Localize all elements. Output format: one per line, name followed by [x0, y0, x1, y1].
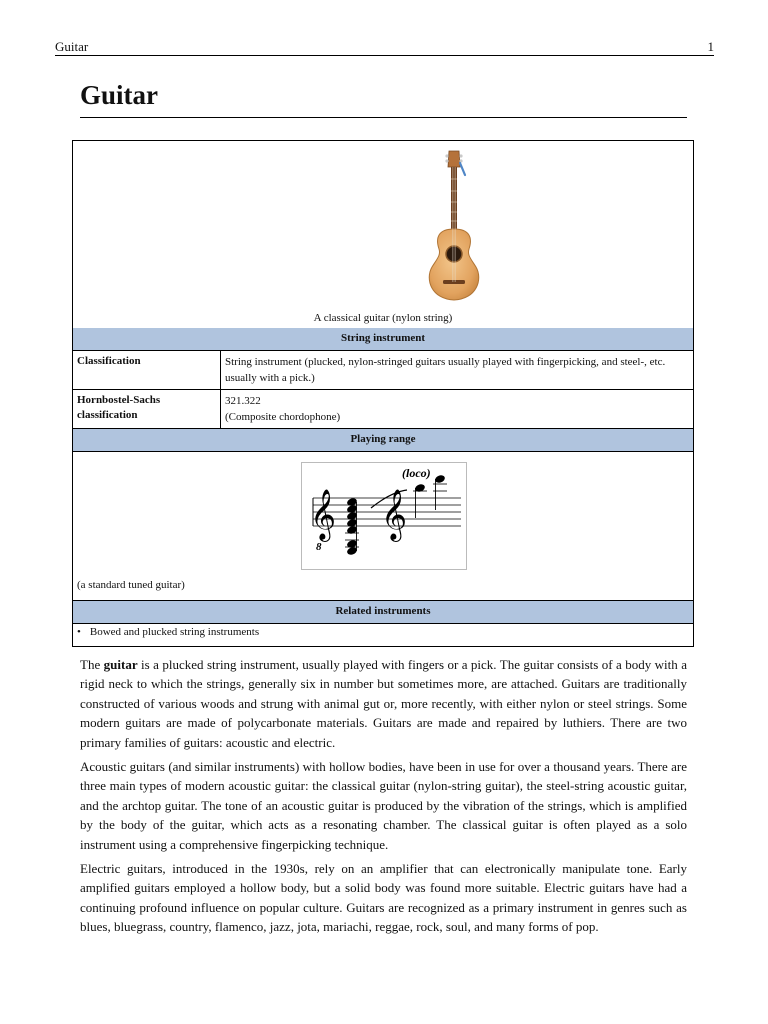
hornbostel-sachs-label-line: classification — [77, 409, 138, 421]
paragraph-intro — [80, 655, 687, 752]
treble-clef-icon: 𝄞 — [381, 489, 408, 540]
range-caption: (a standard tuned guitar) — [77, 579, 185, 591]
infobox-image-cell — [73, 141, 693, 329]
related-instruments-list — [73, 624, 693, 646]
page-title: Guitar — [80, 80, 158, 110]
treble-clef-icon: 𝄞 — [310, 489, 337, 540]
hornbostel-sachs-label-line: Hornbostel-Sachs — [77, 394, 161, 406]
intro-rest: is a plucked string instrument, usually played with fingers or a pick. The guitar consists of a body with a rigid neck to which the strings, generally six in number but sometimes more, are attached. Guitars are traditionally constructed of various woods and strung with animal gut or, more recently, with either nylon or steel strings. Some modern guitars are made of polycarbonate materials. Guitars are made and repaired by luthiers. There are two primary families of guitars: acoustic and electric. — [80, 657, 687, 750]
hornbostel-sachs-value-line: (Composite chordophone) — [225, 411, 341, 423]
paragraph-electric: Electric guitars, introduced in the 1930s, rely on an amplifier that can electronically manipulate tone. Early amplified guitars employed a hollow body, but a solid body was found more suitable. Electric guitars have had a continuing profound influence on popular culture. Guitars are recognized as a primary instrument in genres such as blues, bluegrass, country, flamenco, jazz, jota, mariachi, reggae, rock, soul, and many forms of pop. — [80, 861, 687, 935]
infobox-heading-string-instrument: String instrument — [73, 328, 693, 351]
bullet-icon: • — [77, 626, 81, 638]
title-rule — [80, 117, 687, 118]
paragraph-acoustic: Acoustic guitars (and similar instruments) with hollow bodies, have been in use for over a thousand years. There are three main types of modern acoustic guitar: the classical guitar (nylon-string guitar), the steel-string acoustic guitar, and the archtop guitar. The tone of an acoustic guitar is produced by the vibration of the strings, which is amplified by the body of the guitar, which acts as a resonating chamber. The classical guitar is often played as a solo instrument using a comprehensive fingerpicking technique. — [80, 759, 687, 852]
infobox-heading-related: Related instruments — [73, 601, 693, 624]
running-header — [55, 37, 714, 56]
related-instrument-item — [77, 626, 259, 638]
image-caption: A classical guitar (nylon string) — [313, 312, 453, 324]
classification-value-line: String instrument (plucked, nylon-stringed guitars usually played with fingerpicking, and steel-, etc. — [225, 356, 666, 368]
column-divider — [220, 390, 221, 428]
playing-range-cell — [73, 452, 693, 601]
classical-guitar-image — [417, 149, 493, 307]
octave-mark: 8 — [316, 541, 322, 553]
infobox-row-classification — [73, 351, 693, 390]
infobox-heading-playing-range: Playing range — [73, 429, 693, 452]
hornbostel-sachs-value — [225, 393, 685, 425]
infobox — [72, 140, 694, 647]
hornbostel-sachs-label — [77, 393, 217, 423]
page-number: 1 — [707, 39, 714, 54]
intro-lead: The — [80, 657, 104, 672]
classification-value — [225, 354, 685, 386]
infobox-row-hornbostel-sachs — [73, 390, 693, 429]
column-divider — [220, 351, 221, 389]
loco-annotation: (loco) — [402, 466, 431, 480]
running-header-title: Guitar — [55, 39, 89, 54]
article-body — [80, 655, 687, 942]
hornbostel-sachs-value-line: 321.322 — [225, 395, 261, 407]
classification-value-line: usually with a pick.) — [225, 372, 315, 384]
playing-range-notation — [301, 462, 467, 570]
intro-bold-term: guitar — [103, 657, 138, 672]
classification-label: Classification — [77, 355, 141, 367]
related-instrument-label[interactable]: Bowed and plucked string instruments — [89, 626, 260, 638]
